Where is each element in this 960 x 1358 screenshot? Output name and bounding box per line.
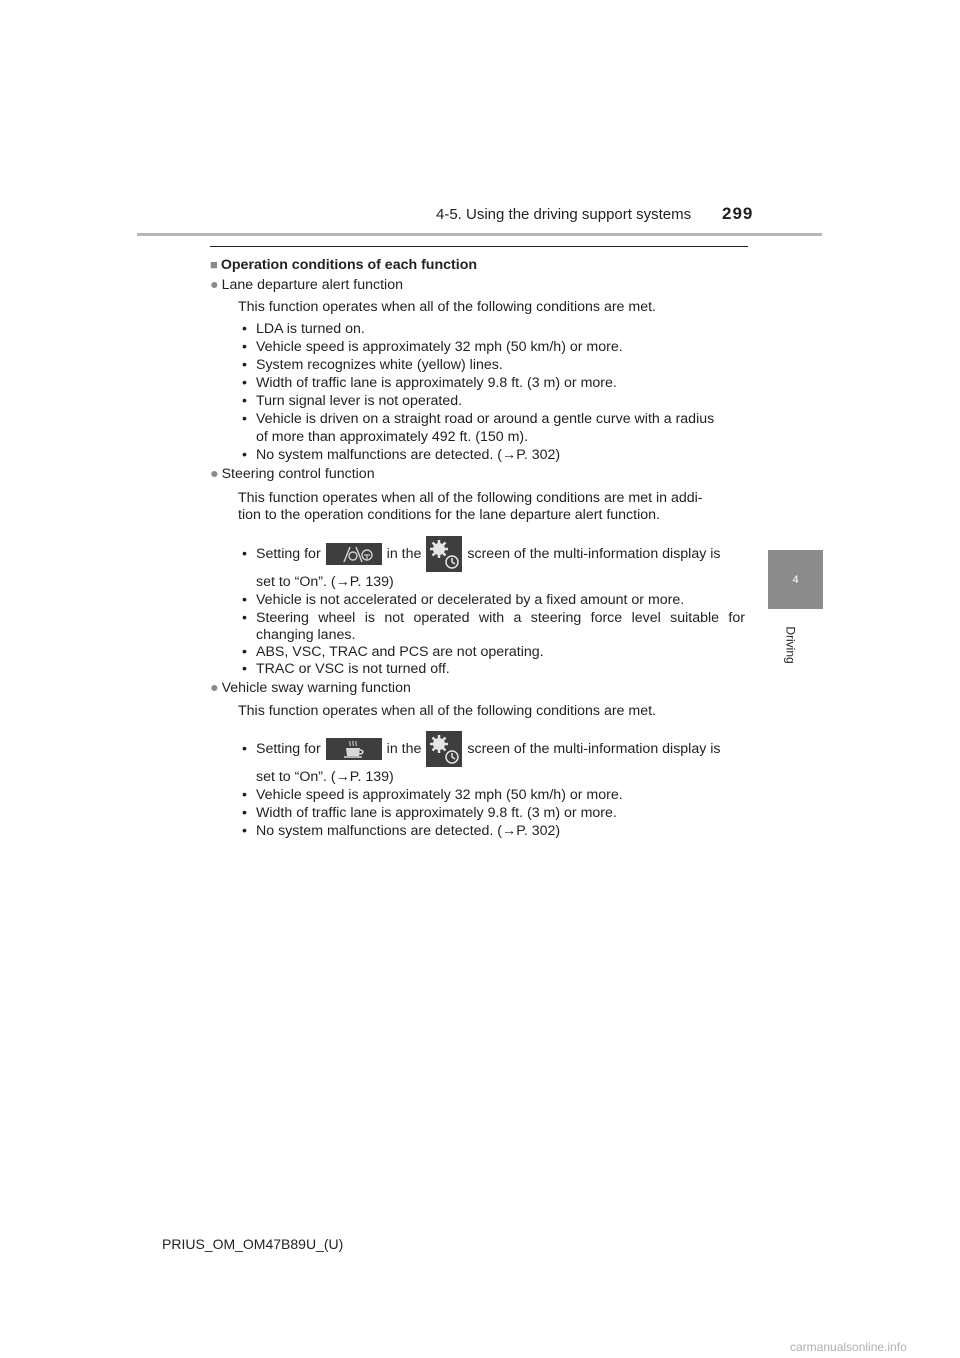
document-code: PRIUS_OM_OM47B89U_(U) (162, 1236, 344, 1252)
list-item: • TRAC or VSC is not turned off. (242, 661, 450, 677)
list-item: • ABS, VSC, TRAC and PCS are not operating. (242, 644, 544, 660)
gear-settings-icon (426, 731, 462, 767)
square-bullet-icon: ■ (210, 257, 218, 272)
steering-setting-line-2: set to “On”. (→P. 139) (256, 574, 394, 590)
gear-settings-icon (426, 536, 462, 572)
list-item: • Turn signal lever is not operated. (242, 393, 463, 409)
list-item: • Width of traffic lane is approximately 9.8 ft. (3 m) or more. (242, 375, 617, 391)
sway-intro: This function operates when all of the following conditions are met. (238, 703, 656, 719)
sway-title: ● Vehicle sway warning function (210, 680, 411, 696)
steering-intro-1: This function operates when all of the following conditions are met in addi- (238, 490, 703, 506)
section-divider (210, 246, 748, 247)
sway-setting-line-2: set to “On”. (→P. 139) (256, 769, 394, 785)
list-item: • Width of traffic lane is approximately 9.8 ft. (3 m) or more. (242, 805, 617, 821)
list-item: • LDA is turned on. (242, 321, 365, 337)
circle-bullet-icon: ● (210, 466, 219, 482)
section-heading: ■ Operation conditions of each function (210, 257, 478, 273)
steering-intro-2: tion to the operation conditions for the lane departure alert function. (238, 507, 660, 523)
header-divider (137, 233, 822, 236)
list-item: • Vehicle speed is approximately 32 mph (50 km/h) or more. (242, 339, 623, 355)
list-item: • No system malfunctions are detected. (→P. 302) (242, 823, 561, 839)
watermark: carmanualsonline.info (790, 1340, 907, 1354)
lane-steering-icon (326, 543, 382, 565)
chapter-label: Driving (783, 626, 798, 664)
list-item: • Steering wheel is not operated with a steering force level suitable for (242, 610, 745, 626)
list-item: • Vehicle is driven on a straight road or around a gentle curve with a radius (242, 411, 715, 427)
steering-title: ● Steering control function (210, 466, 375, 482)
page-number: 299 (722, 204, 754, 223)
lda-title: ● Lane departure alert function (210, 277, 403, 293)
sway-setting-line: • Setting for in the screen of the multi-information display is (242, 731, 721, 767)
steering-setting-line: • Setting for in the screen of the multi-information display is (242, 536, 721, 572)
circle-bullet-icon: ● (210, 277, 219, 293)
list-item-continued: of more than approximately 492 ft. (150 m). (256, 429, 529, 445)
list-item: • Vehicle is not accelerated or decelerated by a fixed amount or more. (242, 592, 685, 608)
chapter-number: 4 (792, 574, 799, 586)
list-item: • System recognizes white (yellow) lines. (242, 357, 503, 373)
section-title: 4-5. Using the driving support systems (436, 206, 692, 223)
lda-intro: This function operates when all of the following conditions are met. (238, 299, 656, 315)
circle-bullet-icon: ● (210, 680, 219, 696)
list-item: • No system malfunctions are detected. (→P. 302) (242, 447, 561, 463)
list-item-continued: changing lanes. (256, 627, 356, 643)
list-item: • Vehicle speed is approximately 32 mph (50 km/h) or more. (242, 787, 623, 803)
coffee-cup-icon (326, 738, 382, 760)
